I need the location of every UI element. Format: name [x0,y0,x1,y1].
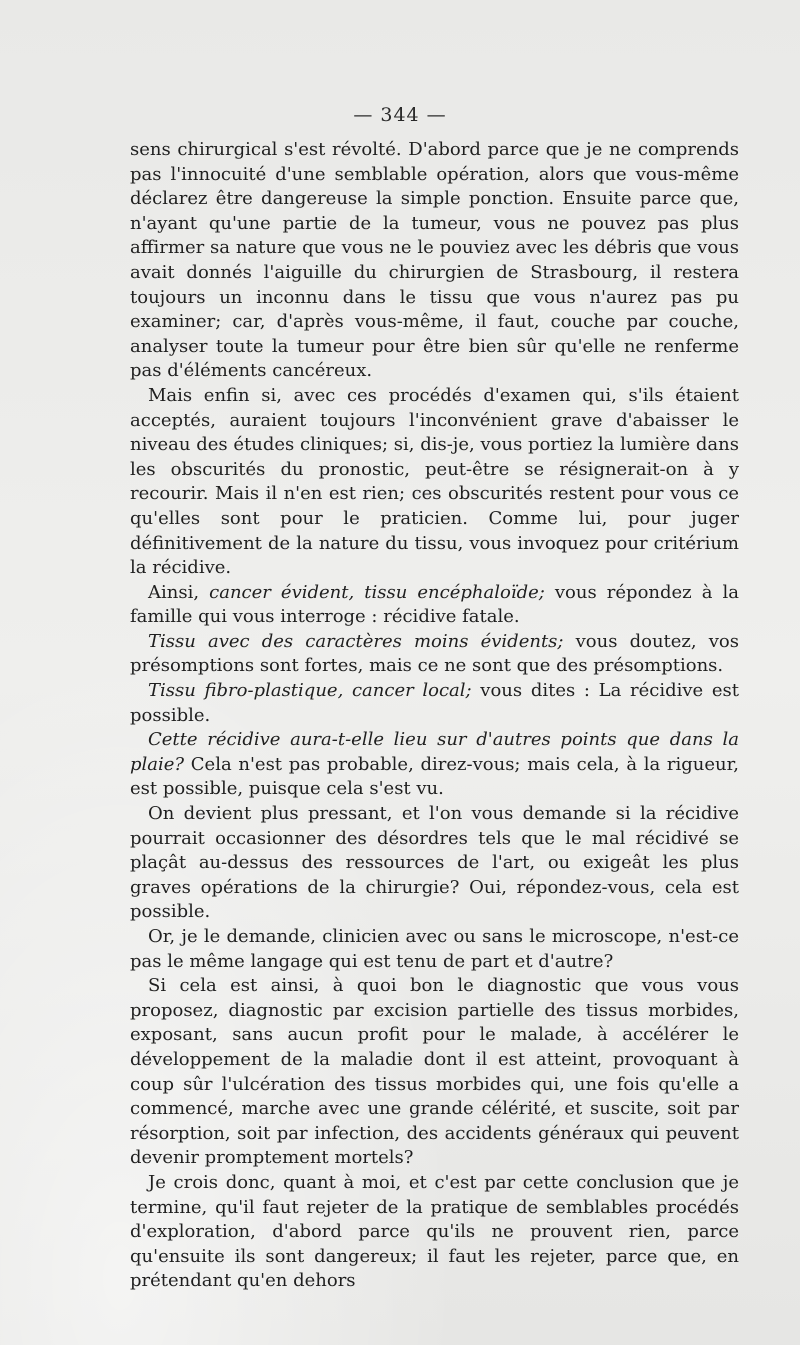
italic-text-run: Tissu fibro-plastique, cancer local; [148,680,472,702]
text-run: Or, je le demande, clinicien avec ou sans le microscope, n'est-ce pas le même langage qui est tenu de part et d'autre? [130,926,739,972]
paragraph [130,925,739,974]
italic-text-run: cancer évident, tissu encéphaloïde; [209,581,545,603]
text-run: Mais enfin si, avec ces procédés d'examen qui, s'ils étaient acceptés, auraient toujours l'inconvénient grave d'abaisser le niveau des études cliniques; si, dis-je, vous portiez la lumière dans les obscurités du pronostic, peut-être se résignerait-on à y recourir. Mais il n'en est rien; ces obscurités restent pour vous ce qu'elles sont pour le praticien. Comme lui, pour juger définitivement de la nature du tissu, vous invoquez pour critérium la récidive. [130,384,739,579]
text-run: Cela n'est pas probable, direz-vous; mais cela, à la rigueur, est possible, puisque cela s'est vu. [130,753,739,800]
page-number: — 344 — [353,104,447,126]
italic-text-run: Cette récidive aura-t-elle lieu sur d'autres points que dans la plaie? [130,729,739,775]
paragraph [130,630,739,679]
text-run: Je crois donc, quant à moi, et c'est par cette conclusion que je termine, qu'il faut rejeter de la pratique de semblables procédés d'exploration, d'abord parce qu'ils ne prouvent rien, parce qu'ensuite ils sont dangereux; il faut les rejeter, parce que, en prétendant qu'en dehors [130,1171,739,1292]
italic-text-run: Tissu avec des caractères moins évidents; [148,630,564,652]
paragraph [130,974,739,1171]
paragraph [130,728,739,802]
paragraph [130,679,739,728]
text-run: vous doutez, vos présomptions sont fortes, mais ce ne sont que des présomptions. [130,630,739,677]
paragraph [130,1171,739,1294]
body-text [130,138,739,1294]
paragraph [130,581,739,630]
text-run: Ainsi, [148,581,210,603]
paragraph [130,138,739,384]
text-run: vous répondez à la famille qui vous interroge : récidive fatale. [130,581,739,628]
paragraph [130,384,739,581]
text-run: sens chirurgical s'est révolté. D'abord parce que je ne comprends pas l'innocuité d'une semblable opération, alors que vous-même déclarez être dangereuse la simple ponction. Ensuite parce que, n'ayant qu'une partie de la tumeur, vous ne pouvez pas plus affirmer sa nature que vous ne le pouviez avec les débris que vous avait donnés l'aiguille du chirurgien de Strasbourg, il restera toujours un inconnu dans le tissu que vous n'aurez pas pu examiner; car, d'après vous-même, il faut, couche par couche, analyser toute la tumeur pour être bien sûr qu'elle ne renferme pas d'éléments cancéreux. [130,139,739,382]
paragraph [130,802,739,925]
text-run: vous dites : La récidive est possible. [130,680,740,726]
text-run: Si cela est ainsi, à quoi bon le diagnostic que vous vous proposez, diagnostic par excision partielle des tissus morbides, exposant, sans aucun profit pour le malade, à accélérer le développement de la maladie dont il est atteint, provoquant à coup sûr l'ulcération des tissus morbides qui, une fois qu'elle a commencé, marche avec une grande célérité, et suscite, soit par résorption, soit par infection, des accidents généraux qui peuvent devenir promptement mortels? [130,975,739,1169]
text-run: On devient plus pressant, et l'on vous demande si la récidive pourrait occasionner des désordres tels que le mal récidivé se plaçât au-dessus des ressources de l'art, ou exigeât les plus graves opérations de la chirurgie? Oui, répondez-vous, cela est possible. [130,803,739,923]
